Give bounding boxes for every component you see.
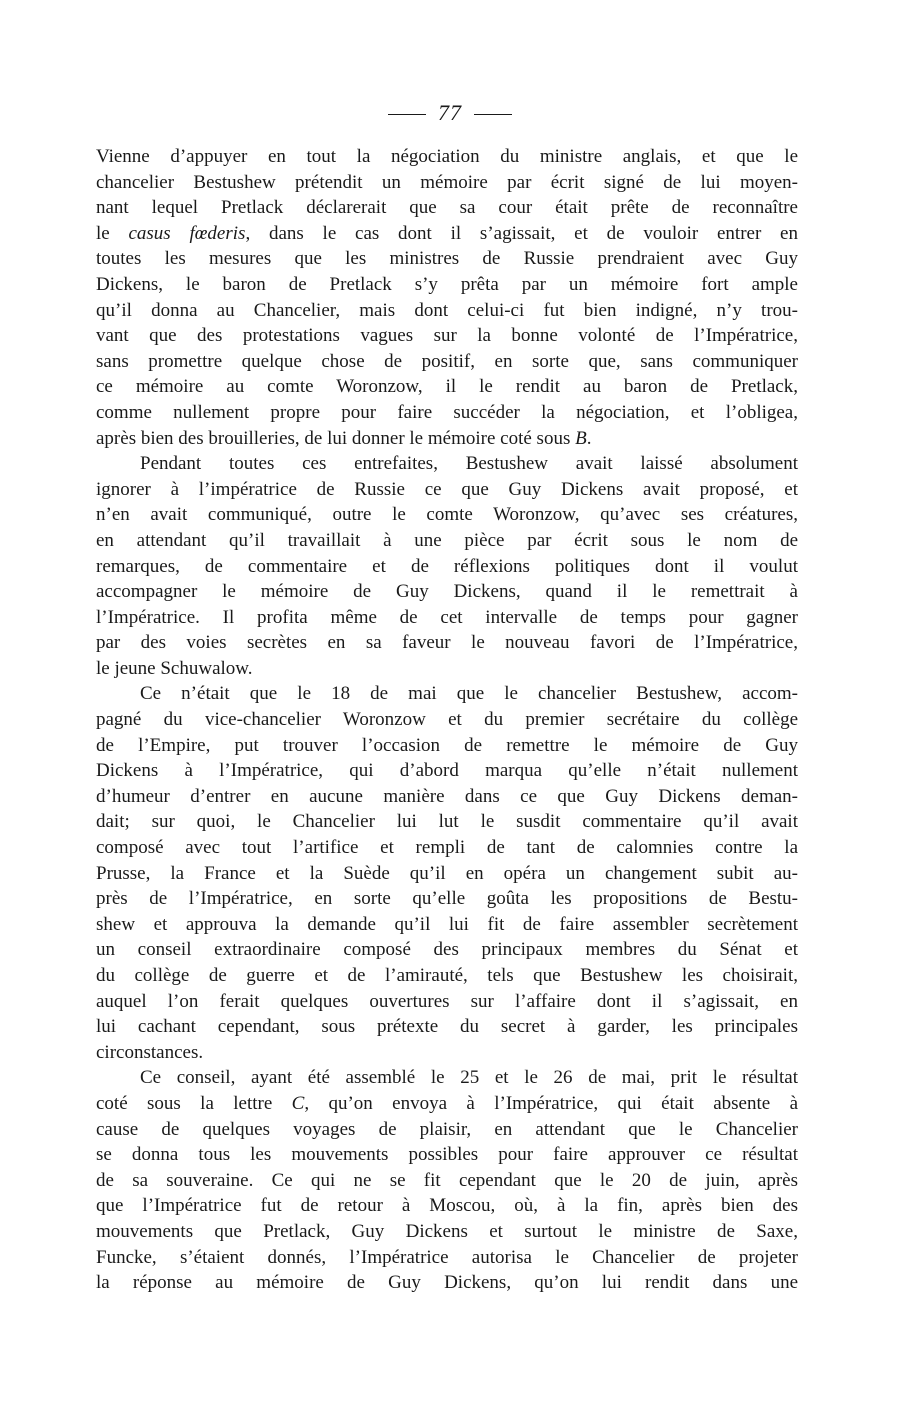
- header-dash-right: [474, 114, 512, 115]
- text-segment: le: [96, 222, 129, 244]
- text-line: [96, 502, 798, 528]
- text-line: [96, 426, 798, 452]
- text-segment: que l’Impératrice fut de retour à Moscou, où, à la fin, après bien des: [96, 1195, 798, 1217]
- italic-text: casus fœderis: [128, 222, 246, 244]
- text-line: [96, 1091, 798, 1117]
- text-line: [96, 144, 798, 170]
- text-segment: remarques, de commentaire et de réflexions politiques dont il voulut: [96, 555, 798, 577]
- text-segment: pagné du vice-chancelier Woronzow et du premier secrétaire du collège: [96, 709, 798, 731]
- text-line: [96, 912, 798, 938]
- text-line: [96, 937, 798, 963]
- text-line: [96, 733, 798, 759]
- text-segment: Pendant toutes ces entrefaites, Bestushew avait laissé absolument: [140, 453, 798, 475]
- text-segment: la réponse au mémoire de Guy Dickens, qu’on lui rendit dans une: [96, 1272, 798, 1294]
- text-line: [96, 1014, 798, 1040]
- text-line: [96, 374, 798, 400]
- italic-text: B: [575, 427, 587, 449]
- text-segment: dait; sur quoi, le Chancelier lui lut le susdit commentaire qu’il avait: [96, 811, 798, 833]
- text-line: [96, 963, 798, 989]
- text-line: [96, 400, 798, 426]
- text-segment: de l’Empire, put trouver l’occasion de remettre le mémoire de Guy: [96, 734, 798, 756]
- text-segment: .: [586, 427, 592, 449]
- text-line: [96, 1270, 798, 1296]
- text-line: [96, 656, 798, 682]
- text-line: [96, 630, 798, 656]
- text-segment: lui cachant cependant, sous prétexte du secret à garder, les principales: [96, 1016, 798, 1038]
- italic-text: C: [291, 1092, 305, 1114]
- text-line: [96, 195, 798, 221]
- header-dash-left: [388, 114, 426, 115]
- text-line: [96, 861, 798, 887]
- text-segment: sans promettre quelque chose de positif, en sorte que, sans communiquer: [96, 350, 798, 372]
- text-segment: Ce n’était que le 18 de mai que le chancelier Bestushew, accom-: [140, 683, 798, 705]
- text-line: [96, 1142, 798, 1168]
- text-segment: circonstances.: [96, 1041, 204, 1063]
- text-line: [96, 579, 798, 605]
- text-segment: un conseil extraordinaire composé des principaux membres du Sénat et: [96, 939, 798, 961]
- text-line: [96, 809, 798, 835]
- page-number: 77: [438, 100, 462, 125]
- text-line: [96, 554, 798, 580]
- text-line: [96, 246, 798, 272]
- text-line: [96, 272, 798, 298]
- text-line: [96, 298, 798, 324]
- text-segment: près de l’Impératrice, en sorte qu’elle goûta les propositions de Bestu-: [96, 888, 798, 910]
- text-segment: l’Impératrice. Il profita même de cet intervalle de temps pour gagner: [96, 606, 798, 628]
- text-segment: de sa souveraine. Ce qui ne se fit cependant que le 20 de juin, après: [96, 1169, 798, 1191]
- text-segment: le jeune Schuwalow.: [96, 657, 253, 679]
- text-segment: comme nullement propre pour faire succéder la négociation, et l’obligea,: [96, 401, 798, 423]
- text-line: [96, 451, 798, 477]
- text-line: [96, 221, 798, 247]
- text-segment: coté sous la lettre: [96, 1092, 292, 1114]
- text-segment: du collège de guerre et de l’amirauté, tels que Bestushew les choisirait,: [96, 965, 798, 986]
- text-line: [96, 1193, 798, 1219]
- text-segment: qu’il donna au Chancelier, mais dont celui-ci fut bien indigné, n’y trou-: [96, 299, 798, 321]
- text-line: [96, 1219, 798, 1245]
- text-line: [96, 170, 798, 196]
- body-text: [96, 144, 798, 1296]
- text-line: [96, 1117, 798, 1143]
- text-segment: Funcke, s’étaient donnés, l’Impératrice autorisa le Chancelier de projeter: [96, 1246, 798, 1268]
- text-segment: toutes les mesures que les ministres de Russie prendraient avec Guy: [96, 248, 798, 270]
- text-segment: cause de quelques voyages de plaisir, en attendant que le Chancelier: [96, 1118, 798, 1140]
- text-segment: par des voies secrètes en sa faveur le nouveau favori de l’Impératrice,: [96, 632, 798, 654]
- text-segment: accompagner le mémoire de Guy Dickens, quand il le remettrait à: [96, 581, 798, 603]
- text-line: [96, 1040, 798, 1066]
- text-line: [96, 323, 798, 349]
- text-line: [96, 477, 798, 503]
- text-segment: Prusse, la France et la Suède qu’il en opéra un changement subit au-: [96, 862, 798, 884]
- text-segment: composé avec tout l’artifice et rempli de tant de calomnies contre la: [96, 837, 798, 859]
- text-segment: chancelier Bestushew prétendit un mémoire par écrit signé de lui moyen-: [96, 171, 798, 193]
- text-segment: vant que des protestations vagues sur la bonne volonté de l’Impératrice,: [96, 325, 798, 347]
- text-line: [96, 681, 798, 707]
- text-line: [96, 707, 798, 733]
- text-segment: , dans le cas dont il s’agissait, et de vouloir entrer en: [245, 222, 798, 244]
- text-line: [96, 605, 798, 631]
- text-line: [96, 758, 798, 784]
- page-header: [0, 98, 900, 128]
- text-segment: auquel l’on ferait quelques ouvertures sur l’affaire dont il s’agissait, en: [96, 990, 798, 1012]
- text-segment: n’en avait communiqué, outre le comte Woronzow, qu’avec ses créatures,: [96, 504, 798, 526]
- text-line: [96, 528, 798, 554]
- text-line: [96, 989, 798, 1015]
- text-segment: Vienne d’appuyer en tout la négociation du ministre anglais, et que le: [96, 146, 798, 167]
- text-line: [96, 1245, 798, 1271]
- text-line: [96, 835, 798, 861]
- text-line: [96, 886, 798, 912]
- text-segment: se donna tous les mouvements possibles pour faire approuver ce résultat: [96, 1144, 798, 1166]
- text-line: [96, 784, 798, 810]
- text-segment: après bien des brouilleries, de lui donner le mémoire coté sous: [96, 427, 576, 449]
- text-segment: ignorer à l’impératrice de Russie ce que Guy Dickens avait proposé, et: [96, 478, 798, 500]
- text-segment: Dickens à l’Impératrice, qui d’abord marqua qu’elle n’était nullement: [96, 760, 798, 782]
- text-segment: , qu’on envoya à l’Impératrice, qui était absente à: [304, 1092, 798, 1114]
- text-segment: mouvements que Pretlack, Guy Dickens et surtout le ministre de Saxe,: [96, 1220, 798, 1242]
- text-line: [96, 1168, 798, 1194]
- text-segment: nant lequel Pretlack déclarerait que sa cour était prête de reconnaître: [96, 197, 798, 219]
- text-line: [96, 349, 798, 375]
- text-segment: Ce conseil, ayant été assemblé le 25 et le 26 de mai, prit le résultat: [140, 1067, 798, 1089]
- text-segment: Dickens, le baron de Pretlack s’y prêta par un mémoire fort ample: [96, 273, 798, 295]
- text-segment: d’humeur d’entrer en aucune manière dans ce que Guy Dickens deman-: [96, 785, 798, 807]
- text-line: [96, 1065, 798, 1091]
- text-segment: ce mémoire au comte Woronzow, il le rendit au baron de Pretlack,: [96, 376, 798, 398]
- text-segment: shew et approuva la demande qu’il lui fit de faire assembler secrètement: [96, 913, 798, 935]
- text-segment: en attendant qu’il travaillait à une pièce par écrit sous le nom de: [96, 529, 798, 551]
